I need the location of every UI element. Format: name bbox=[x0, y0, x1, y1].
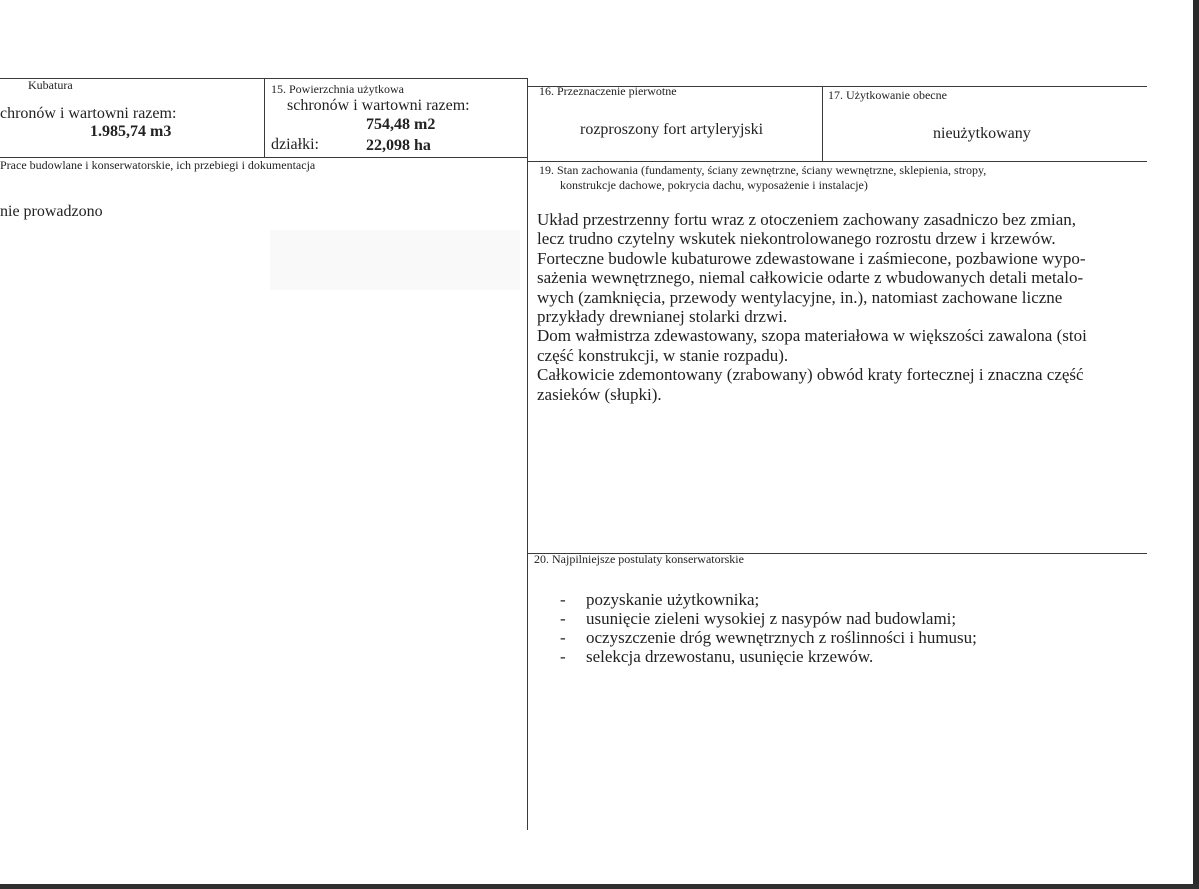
stan-label-line1: 19. Stan zachowania (fundamenty, ściany zewnętrzne, ściany wewnętrzne, sklepienia, stropy, bbox=[539, 163, 987, 177]
stan-line: wych (zamknięcia, przewody wentylacyjne, in.), natomiast zachowane liczne bbox=[537, 287, 1063, 307]
kubatura-label: Kubatura bbox=[28, 78, 73, 92]
list-item-text: oczyszczenie dróg wewnętrznych z roślinności i humusu; bbox=[586, 628, 977, 647]
list-item-text: usunięcie zieleni wysokiej z nasypów nad budowlami; bbox=[586, 609, 957, 628]
stan-line: zasieków (słupki). bbox=[537, 384, 662, 404]
postulaty-label: 20. Najpilniejsze postulaty konserwatorskie bbox=[534, 552, 744, 566]
col-divider-main bbox=[527, 78, 528, 830]
kubatura-value: 1.985,74 m3 bbox=[90, 123, 172, 140]
uzytkowanie-label: 17. Użytkowanie obecne bbox=[828, 88, 947, 102]
stan-line: przykłady drewnianej stolarki drzwi. bbox=[537, 307, 788, 327]
scan-edge-right bbox=[1193, 0, 1199, 889]
powierzchnia-value-schrony: 754,48 m2 bbox=[366, 116, 436, 133]
stan-label-line2: konstrukcje dachowe, pokrycia dachu, wyposażenie i instalacje) bbox=[560, 178, 868, 192]
przeznaczenie-value: rozproszony fort artyleryjski bbox=[580, 121, 764, 138]
list-item bbox=[560, 628, 977, 647]
powierzchnia-value-dzialki: 22,098 ha bbox=[366, 137, 431, 154]
list-item bbox=[560, 590, 977, 609]
stan-line: Układ przestrzenny fortu wraz z otoczeniem zachowany zasadniczo bez zmian, bbox=[537, 210, 1077, 229]
list-item bbox=[560, 647, 977, 666]
scan-smudge bbox=[270, 230, 520, 290]
stan-line: Forteczne budowle kubaturowe zdewastowane i zaśmiecone, pozbawione wypo- bbox=[537, 248, 1086, 268]
powierzchnia-line: schronów i wartowni razem: bbox=[287, 97, 470, 114]
prace-label: Prace budowlane i konserwatorskie, ich przebiegi i dokumentacja bbox=[0, 158, 316, 172]
list-item-text: selekcja drzewostanu, usunięcie krzewów. bbox=[586, 647, 874, 666]
stan-description bbox=[537, 210, 1087, 404]
prace-value: nie prowadzono bbox=[0, 203, 103, 220]
stan-line: lecz trudno czytelny wskutek niekontrolowanego rozrostu drzew i krzewów. bbox=[537, 229, 1056, 249]
powierzchnia-dzialki-label: działki: bbox=[271, 136, 319, 153]
postulaty-list bbox=[560, 590, 977, 666]
row-mid-line-right bbox=[527, 161, 1147, 162]
przeznaczenie-label: 16. Przeznaczenie pierwotne bbox=[539, 84, 677, 98]
powierzchnia-label: 15. Powierzchnia użytkowa bbox=[271, 82, 404, 96]
kubatura-line: chronów i wartowni razem: bbox=[0, 105, 177, 122]
col-divider-1 bbox=[264, 78, 265, 157]
list-dash: - bbox=[560, 628, 566, 647]
list-item-text: pozyskanie użytkownika; bbox=[586, 590, 760, 609]
list-dash: - bbox=[560, 590, 566, 609]
uzytkowanie-value: nieużytkowany bbox=[933, 125, 1031, 142]
list-dash: - bbox=[560, 647, 566, 666]
stan-line: Całkowicie zdemontowany (zrabowany) obwód kraty fortecznej i znaczna część bbox=[537, 365, 1084, 385]
stan-line: część konstrukcji, w stanie rozpadu). bbox=[537, 345, 789, 365]
scan-edge-bottom bbox=[0, 884, 1199, 889]
stan-line: Dom wałmistrza zdewastowany, szopa materiałowa w większości zawalona (stoi bbox=[537, 326, 1087, 346]
stan-line: sażenia wewnętrznego, niemal całkowicie odarte z wbudowanych detali metalo- bbox=[537, 268, 1084, 288]
list-dash: - bbox=[560, 609, 566, 628]
col-divider-3 bbox=[822, 86, 823, 161]
list-item bbox=[560, 609, 977, 628]
